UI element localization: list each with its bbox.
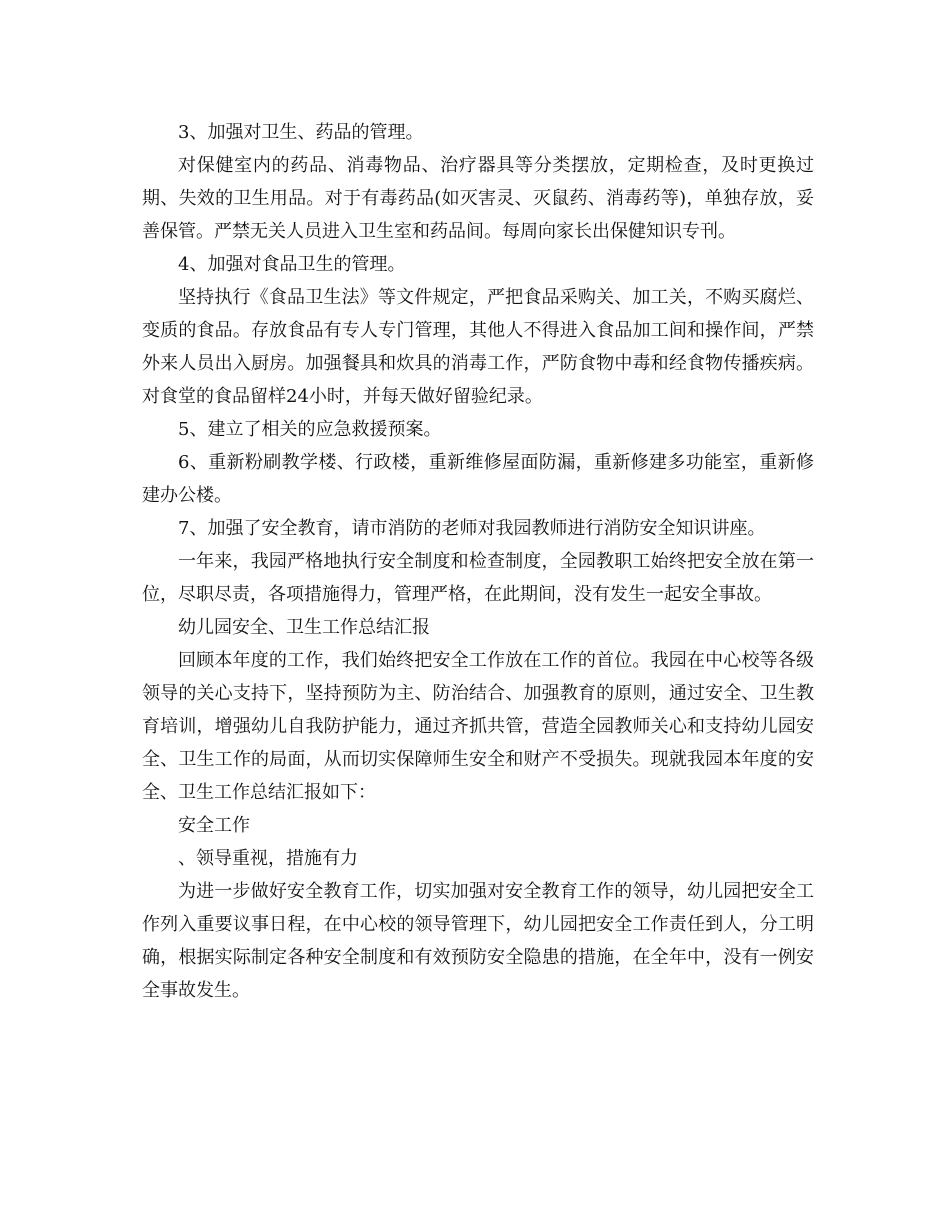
document-body [142, 116, 814, 1007]
section-heading-hygiene-medicine: 3、加强对卫生、药品的管理。 [178, 122, 424, 143]
section-heading-food-hygiene: 4、加强对食品卫生的管理。 [178, 254, 406, 275]
subheading-leadership: 、领导重视，措施有力 [178, 848, 358, 869]
paragraph-renovation: 6、重新粉刷教学楼、行政楼，重新维修屋面防漏，重新修建多功能室，重新修建办公楼。 [142, 452, 814, 506]
paragraph-report-intro: 回顾本年度的工作，我们始终把安全工作放在工作的首位。我园在中心校等各级领导的关心支持下，坚持预防为主、防治结合、加强教育的原则，通过安全、卫生教育培训，增强幼儿自我防护能力，通过齐抓共管，营造全园教师关心和支持幼儿园安全、卫生工作的局面，从而切实保障师生安全和财产不受损失。现就我园本年度的安全、卫生工作总结汇报如下： [142, 650, 814, 803]
paragraph-leadership: 为进一步做好安全教育工作，切实加强对安全教育工作的领导，幼儿园把安全工作列入重要议事日程，在中心校的领导管理下，幼儿园把安全工作责任到人，分工明确，根据实际制定各种安全制度和有效预防安全隐患的措施，在全年中，没有一例安全事故发生。 [142, 881, 814, 1001]
paragraph-year-summary: 一年来，我园严格地执行安全制度和检查制度，全园教职工始终把安全放在第一位，尽职尽责，各项措施得力，管理严格，在此期间，没有发生一起安全事故。 [142, 551, 814, 605]
paragraph-medicine-management: 对保健室内的药品、消毒物品、治疗器具等分类摆放，定期检查，及时更换过期、失效的卫生用品。对于有毒药品(如灭害灵、灭鼠药、消毒药等)，单独存放，妥善保管。严禁无关人员进入卫生室和药品间。每周向家长出保健知识专刊。 [142, 155, 814, 242]
section-heading-safety-work: 安全工作 [178, 815, 250, 836]
paragraph-safety-education: 7、加强了安全教育，请市消防的老师对我园教师进行消防安全知识讲座。 [178, 518, 766, 539]
paragraph-food-hygiene: 坚持执行《食品卫生法》等文件规定，严把食品采购关、加工关，不购买腐烂、变质的食品。存放食品有专人专门管理，其他人不得进入食品加工间和操作间，严禁外来人员出入厨房。加强餐具和炊具的消毒工作，严防食物中毒和经食物传播疾病。对食堂的食品留样24小时，并每天做好留验纪录。 [142, 287, 814, 407]
section-heading-emergency-plan: 5、建立了相关的应急救援预案。 [178, 419, 442, 440]
report-title: 幼儿园安全、卫生工作总结汇报 [178, 617, 430, 638]
